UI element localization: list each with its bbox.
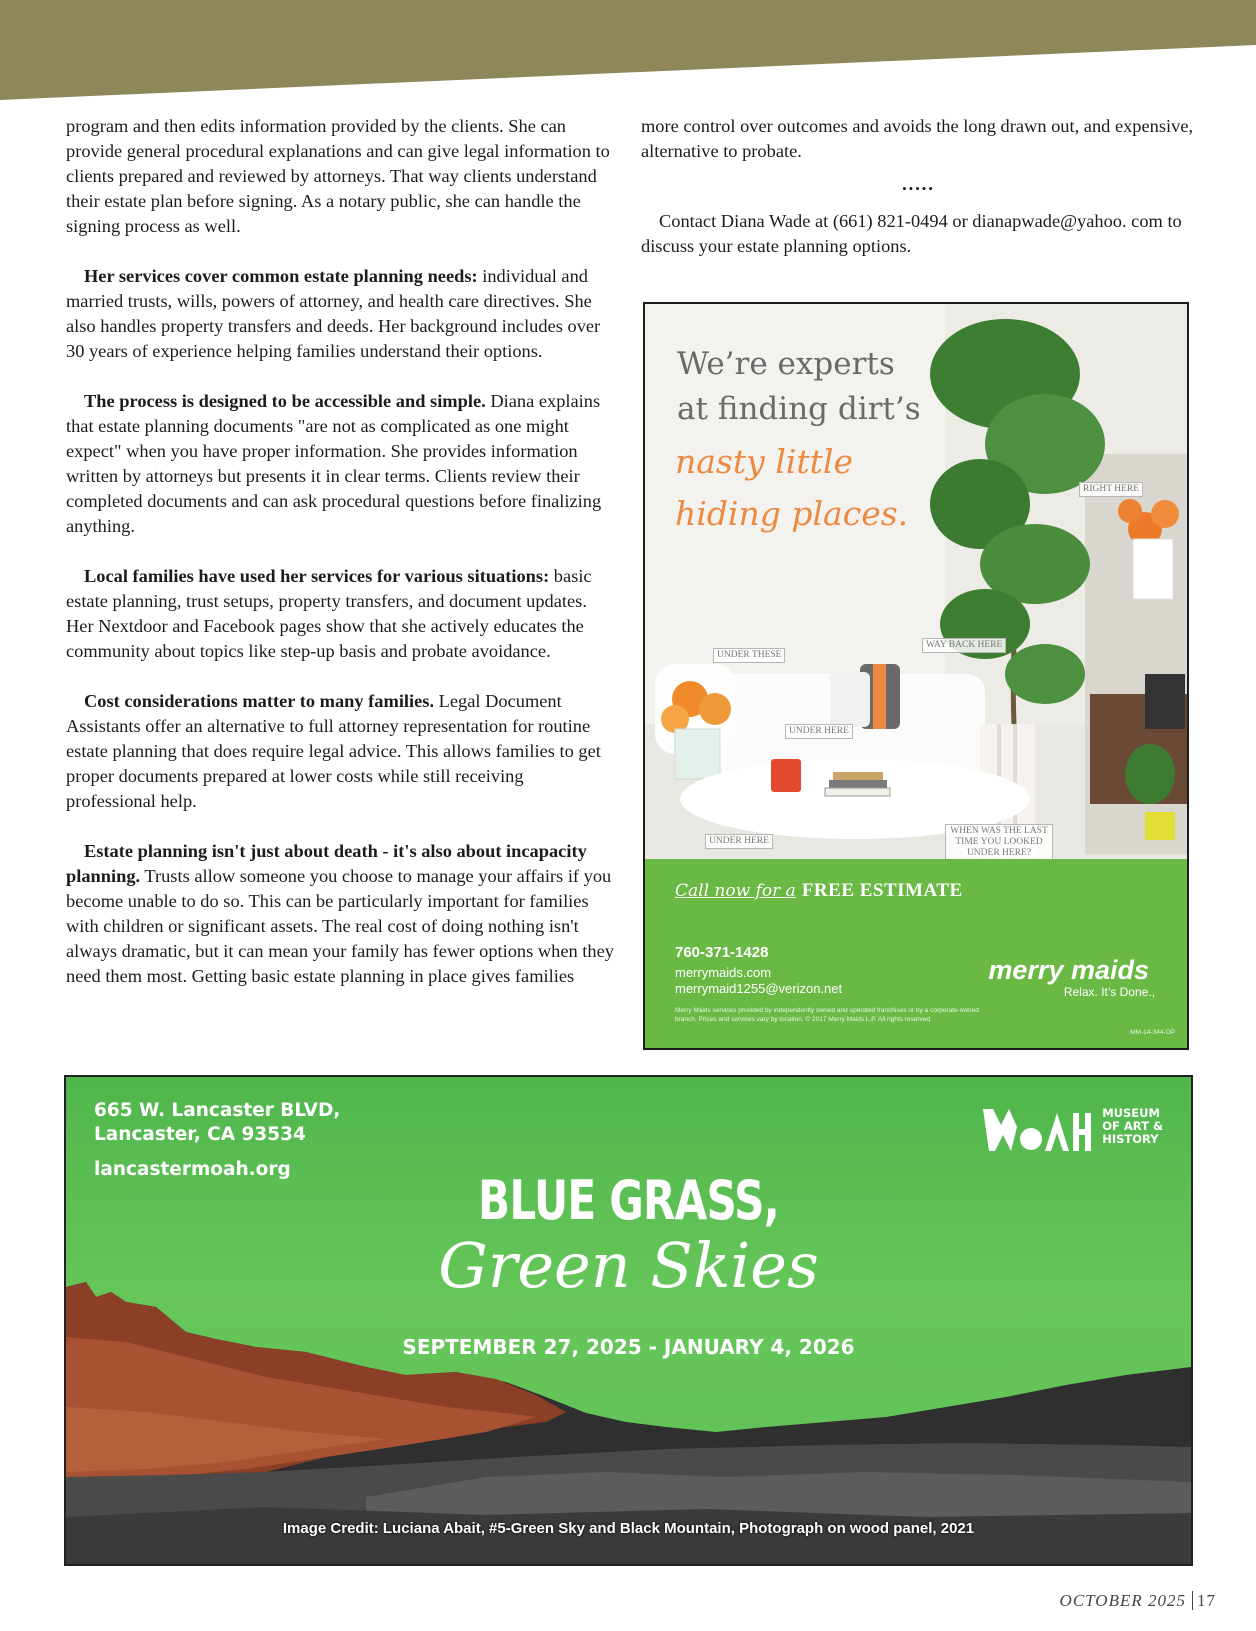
script-line: hiding places.	[675, 494, 909, 533]
ad-script-headline	[675, 436, 908, 540]
headline-line: at finding dirt’s	[677, 391, 921, 427]
merry-maids-tagline: Relax. It’s Done.,	[1063, 985, 1155, 999]
paragraph	[66, 839, 616, 989]
paragraph-text: individual and married trusts, wills, powers of attorney, and health care directives. She also handles property transfers and deeds. Her background includes over 30 years of experience helping families understand their options.	[66, 266, 601, 361]
museum-name	[1102, 1107, 1163, 1146]
moah-logo-icon	[983, 1105, 1093, 1153]
tag-under-here: UNDER HERE	[705, 834, 773, 849]
paragraph-text: Legal Document Assistants offer an alternative to full attorney representation for routine estate planning that does require legal advice. This allows families to get proper documents prepared at lower costs while still receiving professional help.	[66, 691, 601, 811]
ad-phone[interactable]: 760-371-1428	[675, 944, 769, 961]
paragraph: more control over outcomes and avoids the long drawn out, and expensive, alternative to probate.	[641, 116, 1194, 161]
paragraph-lead: Local families have used her services for various situations:	[84, 566, 550, 586]
museum-name-line: OF ART &	[1102, 1119, 1163, 1133]
paragraph	[66, 564, 616, 664]
page-footer	[1060, 1591, 1216, 1611]
address-line: Lancaster, CA 93534	[94, 1124, 306, 1145]
exhibit-subtitle: Green Skies	[438, 1229, 819, 1302]
museum-name-line: MUSEUM	[1102, 1106, 1160, 1120]
cta-line	[675, 879, 963, 902]
museum-address	[94, 1099, 340, 1147]
ad-fine-print: Merry Maids services provided by independently owned and operated franchises or by a corporate-owned branch. Prices and services vary by location. © 2017 Merry Maids L.P. All rights reserved.	[675, 1007, 979, 1023]
headline-line: We’re experts	[677, 346, 895, 382]
exhibit-title: BLUE GRASS,	[478, 1169, 779, 1232]
contact-paragraph: Contact Diana Wade at (661) 821-0494 or dianapwade@yahoo. com to discuss your estate planning options.	[641, 211, 1182, 256]
address-line: 665 W. Lancaster BLVD,	[94, 1100, 341, 1121]
paragraph-lead: Her services cover common estate planning needs:	[84, 266, 478, 286]
ad-website-link[interactable]: merrymaids.com	[675, 965, 772, 980]
article-right-column	[641, 114, 1196, 284]
paragraph: program and then edits information provided by the clients. She can provide general procedural explanations and can give legal information to clients prepared and reviewed by attorneys. That way clients understand their estate plan before signing. As a notary public, she can handle the signing process as well.	[66, 116, 610, 236]
tag-way-back-here: WAY BACK HERE	[922, 638, 1006, 653]
paragraph-lead: Estate planning isn't just about death - it's also about incapacity planning.	[66, 841, 587, 886]
article-left-column	[66, 114, 616, 1014]
cta-script: Call now for a	[675, 881, 796, 901]
tag-when-was: WHEN WAS THE LAST TIME YOU LOOKED UNDER HERE?	[945, 824, 1053, 861]
moah-exhibit-ad[interactable]	[64, 1075, 1193, 1566]
paragraph-lead: The process is designed to be accessible and simple.	[84, 391, 486, 411]
paragraph	[66, 389, 616, 539]
ad-cta-panel	[645, 859, 1187, 1050]
tag-under-here: UNDER HERE	[785, 724, 853, 739]
merry-maids-logo: merry maids	[988, 955, 1149, 985]
header-banner	[0, 0, 1256, 100]
paragraph-lead: Cost considerations matter to many families.	[84, 691, 435, 711]
museum-website-link[interactable]: lancastermoah.org	[94, 1159, 291, 1180]
ad-email-link[interactable]: merrymaid1255@verizon.net	[675, 981, 843, 996]
ad-code: MM-14-344-OP	[1130, 1029, 1175, 1036]
image-credit: Image Credit: Luciana Abait, #5-Green Sky and Black Mountain, Photograph on wood panel, 2021	[282, 1520, 975, 1537]
merry-maids-ad[interactable]	[643, 302, 1189, 1050]
ad-headline	[677, 342, 921, 432]
paragraph	[66, 264, 616, 364]
paragraph-text: basic estate planning, trust setups, property transfers, and document updates. Her Nextdoor and Facebook pages show that she actively educates the community about topics like step-up basis and probate avoidance.	[66, 566, 592, 661]
exhibit-dates: SEPTEMBER 27, 2025 - JANUARY 4, 2026	[402, 1335, 855, 1359]
issue-date: OCTOBER 2025	[1059, 1591, 1186, 1610]
paragraph	[66, 689, 616, 814]
script-line: nasty little	[675, 442, 853, 481]
tag-under-these: UNDER THESE	[713, 648, 785, 663]
section-divider: •••••	[902, 181, 935, 196]
museum-name-line: HISTORY	[1102, 1132, 1159, 1146]
paragraph-text: Diana explains that estate planning documents "are not as complicated as one might expect" when you have proper information. She provides information written by attorneys but presents it in clear terms. Clients review their completed documents and can ask procedural questions before finalizing anything.	[66, 391, 602, 536]
page-number: 17	[1192, 1591, 1216, 1610]
paragraph-text: Trusts allow someone you choose to manage your affairs if you become unable to do so. This can be particularly important for families with children or significant assets. The real cost of doing nothing isn't always dramatic, but it can mean your family has fewer options when they need them most. Getting basic estate planning in place gives families	[66, 866, 614, 986]
tag-right-here: RIGHT HERE	[1079, 482, 1143, 497]
cta-free-estimate: FREE ESTIMATE	[801, 880, 963, 901]
ad-contact-links	[675, 965, 842, 997]
